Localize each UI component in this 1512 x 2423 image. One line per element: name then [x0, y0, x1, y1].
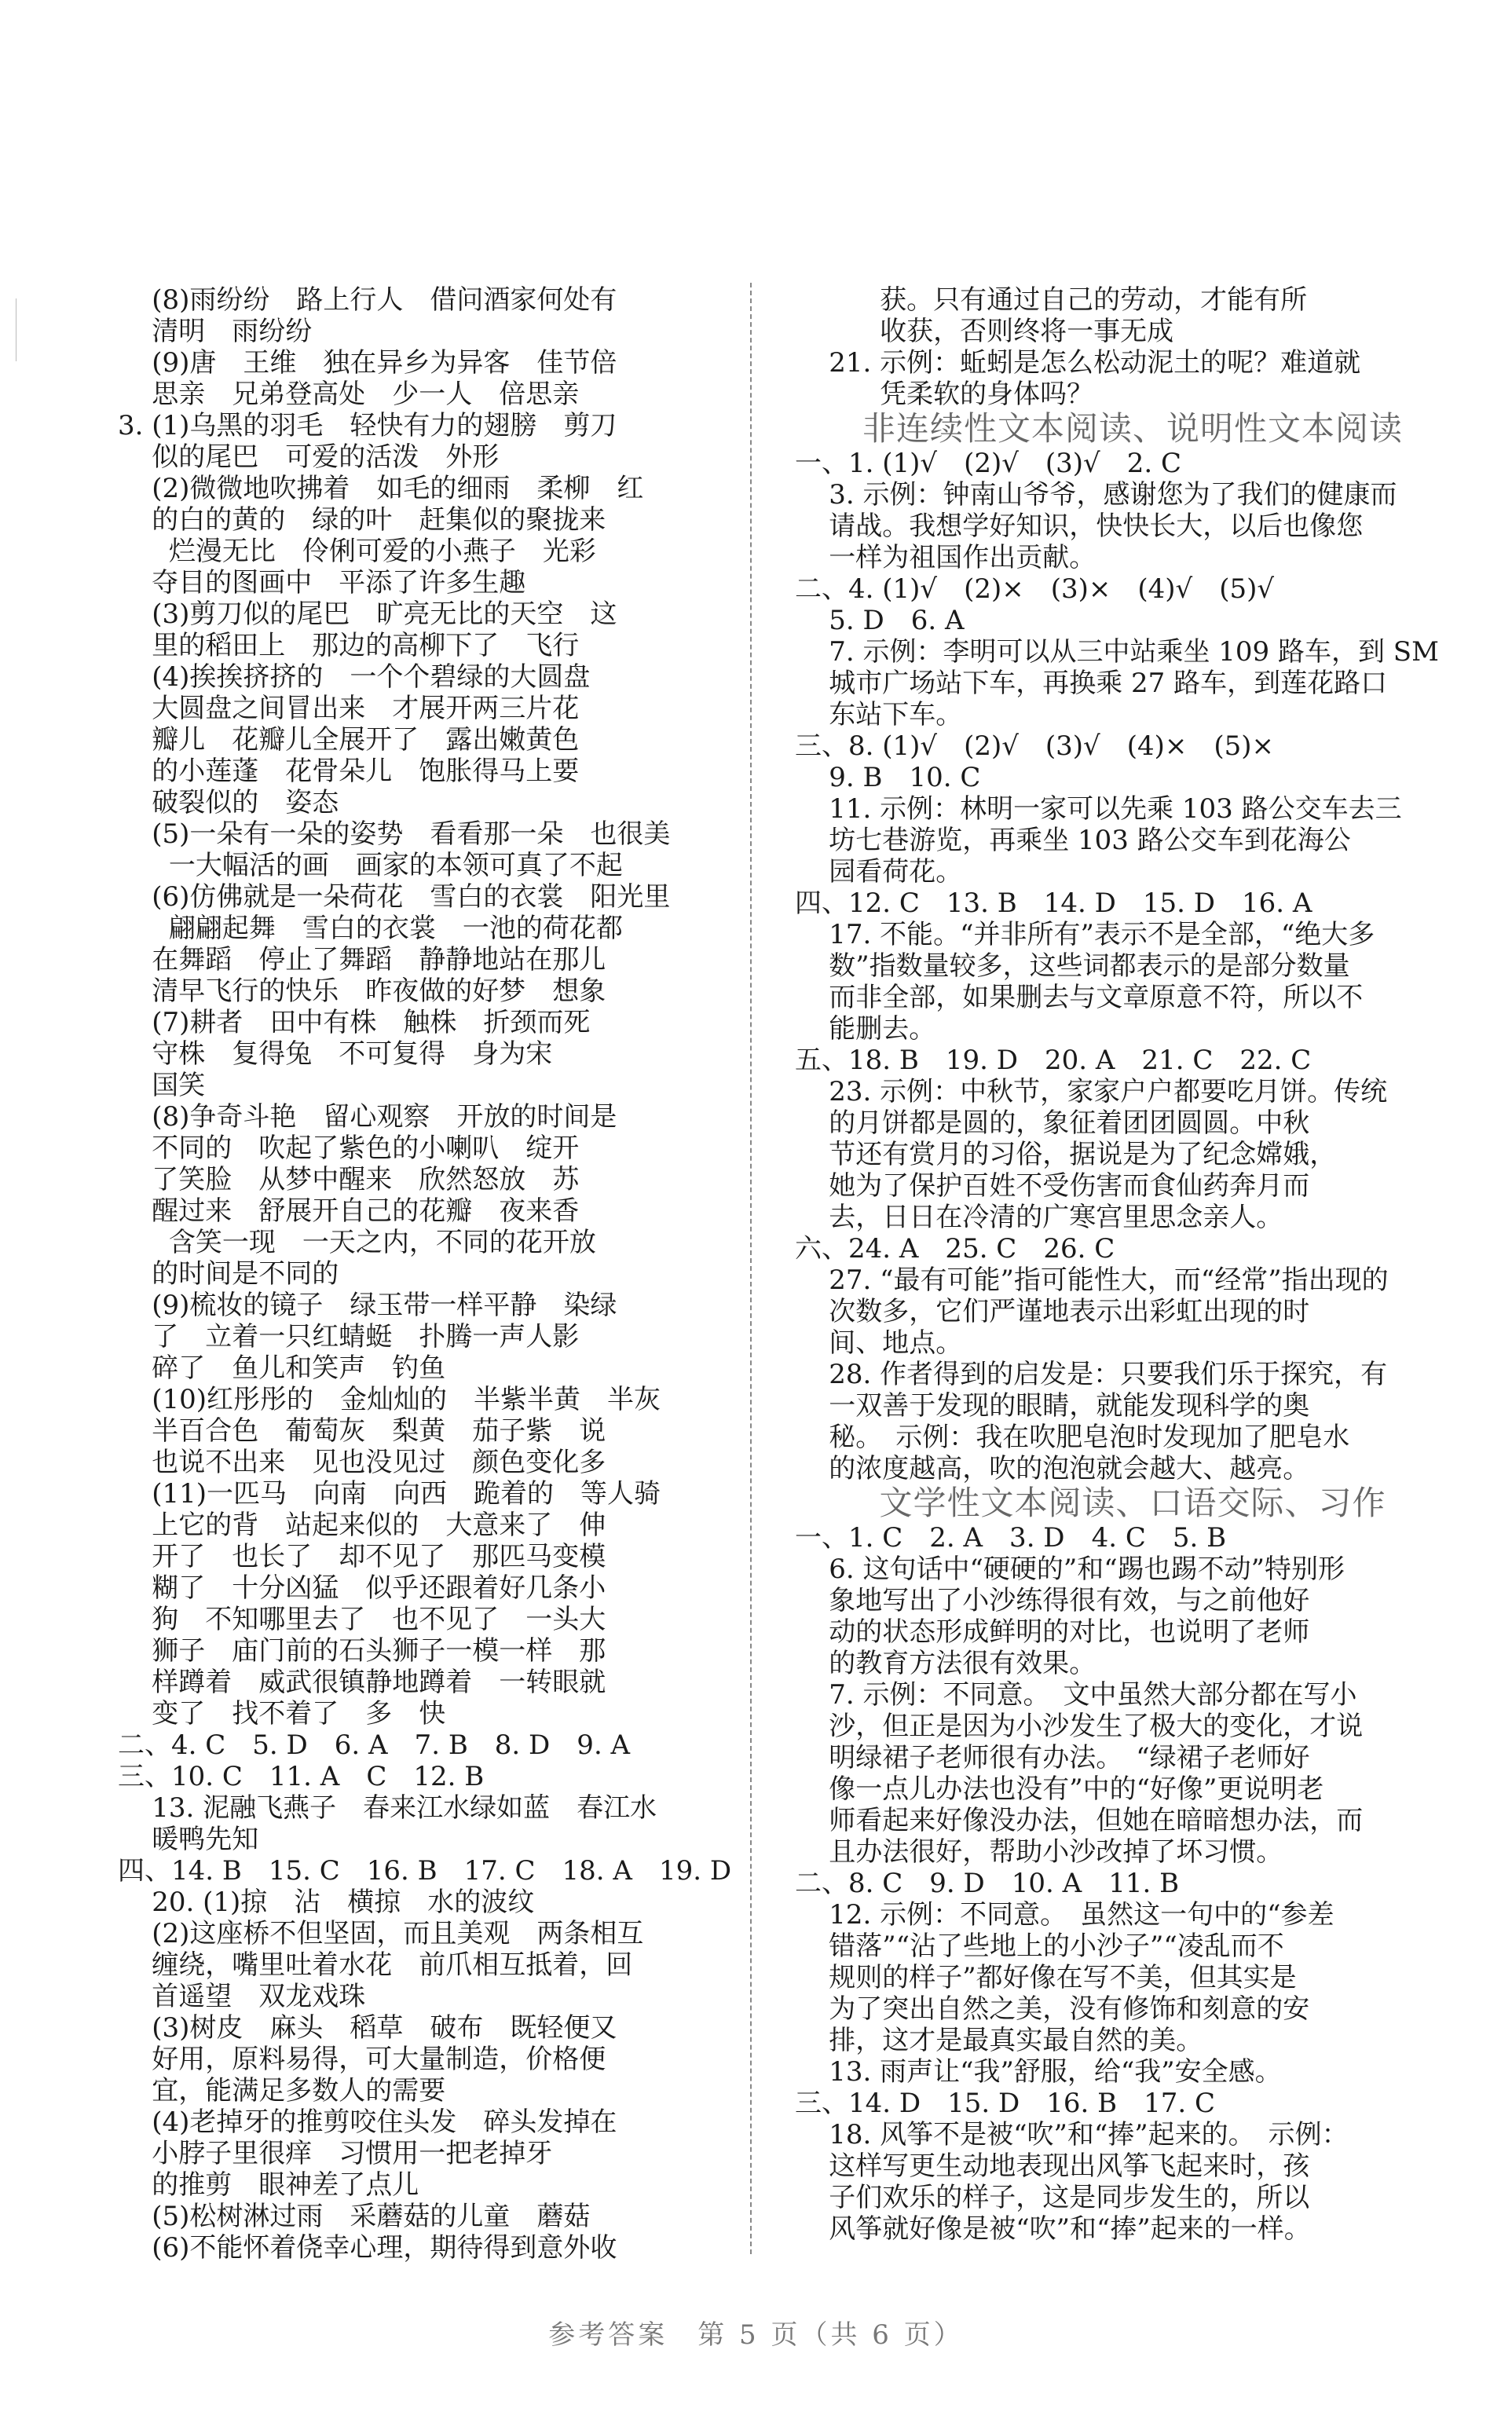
answer-line: 一、1. (1)√ (2)√ (3)√ 2. C — [795, 448, 1181, 479]
answer-line: 四、14. B 15. C 16. B 17. C 18. A 19. D — [118, 1855, 732, 1887]
answer-line: 5. D 6. A — [795, 605, 965, 636]
answer-line: 二、4. C 5. D 6. A 7. B 8. D 9. A — [118, 1729, 631, 1761]
answer-line: 且办法很好，帮助小沙改掉了坏习惯。 — [795, 1836, 1283, 1868]
answer-line: 东站下车。 — [795, 699, 963, 730]
answer-line: 9. B 10. C — [795, 762, 981, 793]
answer-line: 排，这才是最真实最自然的美。 — [795, 2025, 1203, 2056]
answer-line: 狗 不知哪里去了 也不见了 一头大 — [118, 1604, 606, 1635]
answer-line: 坊七巷游览，再乘坐 103 路公交车到花海公 — [795, 825, 1351, 856]
answer-line: 20. (1)掠 沾 横掠 水的波纹 — [118, 1887, 535, 1918]
answer-line: (2)微微地吹拂着 如毛的细雨 柔柳 红 — [118, 473, 644, 504]
answer-line: 暖鸭先知 — [118, 1824, 259, 1855]
page-footer: 参考答案 第 5 页（共 6 页） — [548, 2319, 964, 2351]
answer-line: 缠绕，嘴里吐着水花 前爪相互抵着，回 — [118, 1949, 633, 1981]
answer-line: 次数多，它们严谨地表示出彩虹出现的时 — [795, 1296, 1310, 1327]
answer-line: 13. 泥融飞燕子 春来江水绿如蓝 春江水 — [118, 1792, 657, 1824]
answer-line: (4)挨挨挤挤的 一个个碧绿的大圆盘 — [118, 661, 591, 693]
answer-line: 一大幅活的画 画家的本领可真了不起 — [118, 850, 623, 881]
answer-line: (9)唐 王维 独在异乡为异客 佳节倍 — [118, 347, 617, 379]
answer-line: (2)这座桥不但坚固，而且美观 两条相互 — [118, 1918, 644, 1949]
answer-line: 规则的样子”都好像在写不美，但其实是 — [795, 1962, 1297, 1993]
answer-line: 12. 示例：不同意。 虽然这一句中的“参差 — [795, 1899, 1334, 1931]
answer-line: 园看荷花。 — [795, 856, 963, 888]
answer-line: 大圆盘之间冒出来 才展开两三片花 — [118, 693, 580, 724]
section-heading: 非连续性文本阅读、说明性文本阅读 — [862, 409, 1403, 448]
answer-line: 凭柔软的身体吗？ — [795, 379, 1094, 410]
answer-line: (3)树皮 麻头 稻草 破布 既轻便又 — [118, 2012, 617, 2044]
answer-line: 开了 也长了 却不见了 那匹马变模 — [118, 1541, 606, 1572]
answer-line: 清明 雨纷纷 — [118, 316, 313, 347]
answer-line: 三、14. D 15. D 16. B 17. C — [795, 2088, 1216, 2119]
answer-line: 18. 风筝不是被“吹”和“捧”起来的。 示例： — [795, 2119, 1349, 2150]
answer-line: 7. 示例：不同意。 文中虽然大部分都在写小 — [795, 1679, 1357, 1711]
answer-line: 请战。我想学好知识，快快长大，以后也像您 — [795, 511, 1364, 542]
answer-line: 清早飞行的快乐 昨夜做的好梦 想象 — [118, 975, 606, 1007]
answer-line: (10)红彤彤的 金灿灿的 半紫半黄 半灰 — [118, 1384, 661, 1415]
answer-line: 的时间是不同的 — [118, 1258, 339, 1290]
answer-line: (3)剪刀似的尾巴 旷亮无比的天空 这 — [118, 598, 617, 630]
answer-line: 三、8. (1)√ (2)√ (3)√ (4)× (5)× — [795, 730, 1275, 762]
answer-line: 像一点儿办法也没有”中的“好像”更说明老 — [795, 1773, 1324, 1805]
answer-line: 国笑 — [118, 1070, 206, 1101]
answer-line: 烂漫无比 伶俐可爱的小燕子 光彩 — [118, 536, 596, 567]
answer-line: 获。只有通过自己的劳动，才能有所 — [795, 284, 1308, 316]
answer-line: 子们欢乐的样子，这是同步发生的，所以 — [795, 2182, 1310, 2213]
answer-line: 明绿裙子老师很有办法。 “绿裙子老师好 — [795, 1742, 1310, 1773]
answer-line: 似的尾巴 可爱的活泼 外形 — [118, 441, 500, 473]
answer-line: 的推剪 眼神差了点儿 — [118, 2169, 419, 2201]
answer-line: 的小莲蓬 花骨朵儿 饱胀得马上要 — [118, 756, 580, 787]
answer-line: 这样写更生动地表现出风筝飞起来时，孩 — [795, 2150, 1310, 2182]
answer-line: 小脖子里很痒 习惯用一把老掉牙 — [118, 2138, 553, 2169]
section-heading: 文学性文本阅读、口语交际、习作 — [879, 1484, 1386, 1522]
answer-line: 瓣儿 花瓣儿全展开了 露出嫩黄色 — [118, 724, 580, 756]
answer-line: (4)老掉牙的推剪咬住头发 碎头发掉在 — [118, 2106, 617, 2138]
answer-line: 风筝就好像是被“吹”和“捧”起来的一样。 — [795, 2213, 1311, 2245]
answer-line: 28. 作者得到的启发是：只要我们乐于探究，有 — [795, 1359, 1388, 1390]
answer-line: 一双善于发现的眼睛，就能发现科学的奥 — [795, 1390, 1310, 1422]
answer-line: (6)仿佛就是一朵荷花 雪白的衣裳 阳光里 — [118, 881, 671, 913]
answer-line: (11)一匹马 向南 向西 跪着的 等人骑 — [118, 1478, 661, 1510]
answer-line: 节还有赏月的习俗，据说是为了纪念嫦娥， — [795, 1139, 1337, 1170]
answer-line: 五、18. B 19. D 20. A 21. C 22. C — [795, 1045, 1312, 1076]
answer-line: 3. (1)乌黑的羽毛 轻快有力的翅膀 剪刀 — [118, 410, 617, 441]
answer-line: 里的稻田上 那边的高柳下了 飞行 — [118, 630, 580, 661]
answer-line: 间、地点。 — [795, 1327, 963, 1359]
answer-line: 动的状态形成鲜明的对比，也说明了老师 — [795, 1616, 1310, 1648]
answer-line: 23. 示例：中秋节，家家户户都要吃月饼。传统 — [795, 1076, 1388, 1107]
answer-line: 象地写出了小沙练得很有效，与之前他好 — [795, 1585, 1310, 1616]
answer-line: 了笑脸 从梦中醒来 欣然怒放 苏 — [118, 1164, 580, 1195]
answer-line: 21. 示例：蚯蚓是怎么松动泥土的呢？难道就 — [795, 347, 1361, 379]
answer-line: 了 立着一只红蜻蜓 扑腾一声人影 — [118, 1321, 580, 1352]
answer-line: 11. 示例：林明一家可以先乘 103 路公交车去三 — [795, 793, 1402, 825]
answer-line: 碎了 鱼儿和笑声 钓鱼 — [118, 1352, 446, 1384]
answer-line: (9)梳妆的镜子 绿玉带一样平静 染绿 — [118, 1290, 617, 1321]
answer-line: 翩翩起舞 雪白的衣裳 一池的荷花都 — [118, 913, 623, 944]
answer-line: 7. 示例：李明可以从三中站乘坐 109 路车，到 SM — [795, 636, 1439, 668]
answer-line: 的月饼都是圆的，象征着团团圆圆。中秋 — [795, 1107, 1310, 1139]
answer-line: 师看起来好像没办法，但她在暗暗想办法，而 — [795, 1805, 1364, 1836]
answer-line: (8)争奇斗艳 留心观察 开放的时间是 — [118, 1101, 617, 1133]
answer-line: (6)不能怀着侥幸心理，期待得到意外收 — [118, 2232, 617, 2264]
column-divider — [750, 283, 752, 2254]
answer-line: 一样为祖国作出贡献。 — [795, 542, 1096, 573]
answer-line: 二、8. C 9. D 10. A 11. B — [795, 1868, 1180, 1899]
binding-mark — [0, 298, 16, 361]
answer-line: 六、24. A 25. C 26. C — [795, 1233, 1115, 1265]
answer-line: 三、10. C 11. A C 12. B — [118, 1761, 485, 1792]
answer-line: 3. 示例：钟南山爷爷，感谢您为了我们的健康而 — [795, 479, 1397, 511]
answer-line: 守株 复得兔 不可复得 身为宋 — [118, 1038, 553, 1070]
answer-line: 17. 不能。“并非所有”表示不是全部，“绝大多 — [795, 919, 1375, 950]
answer-line: 的白的黄的 绿的叶 赶集似的聚拢来 — [118, 504, 606, 536]
answer-line: 沙，但正是因为小沙发生了极大的变化，才说 — [795, 1711, 1364, 1742]
answer-line: 上它的背 站起来似的 大意来了 伸 — [118, 1510, 606, 1541]
answer-line: 而非全部，如果删去与文章原意不符，所以不 — [795, 982, 1364, 1013]
answer-line: 数”指数量较多，这些词都表示的是部分数量 — [795, 950, 1350, 982]
answer-line: 宜，能满足多数人的需要 — [118, 2075, 446, 2106]
answer-line: 在舞蹈 停止了舞蹈 静静地站在那儿 — [118, 944, 606, 975]
answer-line: 收获，否则终将一事无成 — [795, 316, 1174, 347]
answer-line: 的教育方法很有效果。 — [795, 1648, 1096, 1679]
answer-line: (7)耕者 田中有株 触株 折颈而死 — [118, 1007, 591, 1038]
answer-line: 能删去。 — [795, 1013, 936, 1045]
answer-line: 变了 找不着了 多 快 — [118, 1698, 446, 1729]
answer-line: 样蹲着 威武很镇静地蹲着 一转眼就 — [118, 1667, 606, 1698]
answer-line: 秘。 示例：我在吹肥皂泡时发现加了肥皂水 — [795, 1422, 1350, 1453]
answer-line: 6. 这句话中“硬硬的”和“踢也踢不动”特别形 — [795, 1554, 1345, 1585]
answer-line: 狮子 庙门前的石头狮子一模一样 那 — [118, 1635, 606, 1667]
left-column — [118, 284, 732, 2264]
answer-line: 四、12. C 13. B 14. D 15. D 16. A — [795, 888, 1312, 919]
answer-line: 一、1. C 2. A 3. D 4. C 5. B — [795, 1522, 1227, 1554]
answer-line: 27. “最有可能”指可能性大，而“经常”指出现的 — [795, 1265, 1389, 1296]
answer-line: 思亲 兄弟登高处 少一人 倍思亲 — [118, 379, 580, 410]
answer-line: 她为了保护百姓不受伤害而食仙药奔月而 — [795, 1170, 1310, 1202]
answer-line: 破裂似的 姿态 — [118, 787, 339, 818]
answer-line: 错落”“沾了些地上的小沙子”“凌乱而不 — [795, 1931, 1284, 1962]
answer-line: 二、4. (1)√ (2)× (3)× (4)√ (5)√ — [795, 573, 1275, 605]
answer-line: 的浓度越高，吹的泡泡就会越大、越亮。 — [795, 1453, 1310, 1484]
answer-line: 不同的 吹起了紫色的小喇叭 绽开 — [118, 1133, 580, 1164]
answer-line: 去，日日在冷清的广寒宫里思念亲人。 — [795, 1202, 1283, 1233]
answer-line: 好用，原料易得，可大量制造，价格便 — [118, 2044, 606, 2075]
answer-line: 醒过来 舒展开自己的花瓣 夜来香 — [118, 1195, 580, 1227]
answer-line: 城市广场站下车，再换乘 27 路车，到莲花路口 — [795, 668, 1388, 699]
right-column — [795, 284, 1470, 2245]
answer-line: 首遥望 双龙戏珠 — [118, 1981, 366, 2012]
answer-line: 糊了 十分凶猛 似乎还跟着好几条小 — [118, 1572, 606, 1604]
answer-line: (5)一朵有一朵的姿势 看看那一朵 也很美 — [118, 818, 671, 850]
answer-line: 13. 雨声让“我”舒服，给“我”安全感。 — [795, 2056, 1282, 2088]
answer-line: 半百合色 葡萄灰 梨黄 茄子紫 说 — [118, 1415, 606, 1447]
answer-line: 为了突出自然之美，没有修饰和刻意的安 — [795, 1993, 1310, 2025]
answer-line: 夺目的图画中 平添了许多生趣 — [118, 567, 526, 598]
answer-line: 含笑一现 一天之内，不同的花开放 — [118, 1227, 596, 1258]
answer-line: 也说不出来 见也没见过 颜色变化多 — [118, 1447, 606, 1478]
answer-line: (8)雨纷纷 路上行人 借问酒家何处有 — [118, 284, 617, 316]
answer-line: (5)松树淋过雨 采蘑菇的儿童 蘑菇 — [118, 2201, 591, 2232]
